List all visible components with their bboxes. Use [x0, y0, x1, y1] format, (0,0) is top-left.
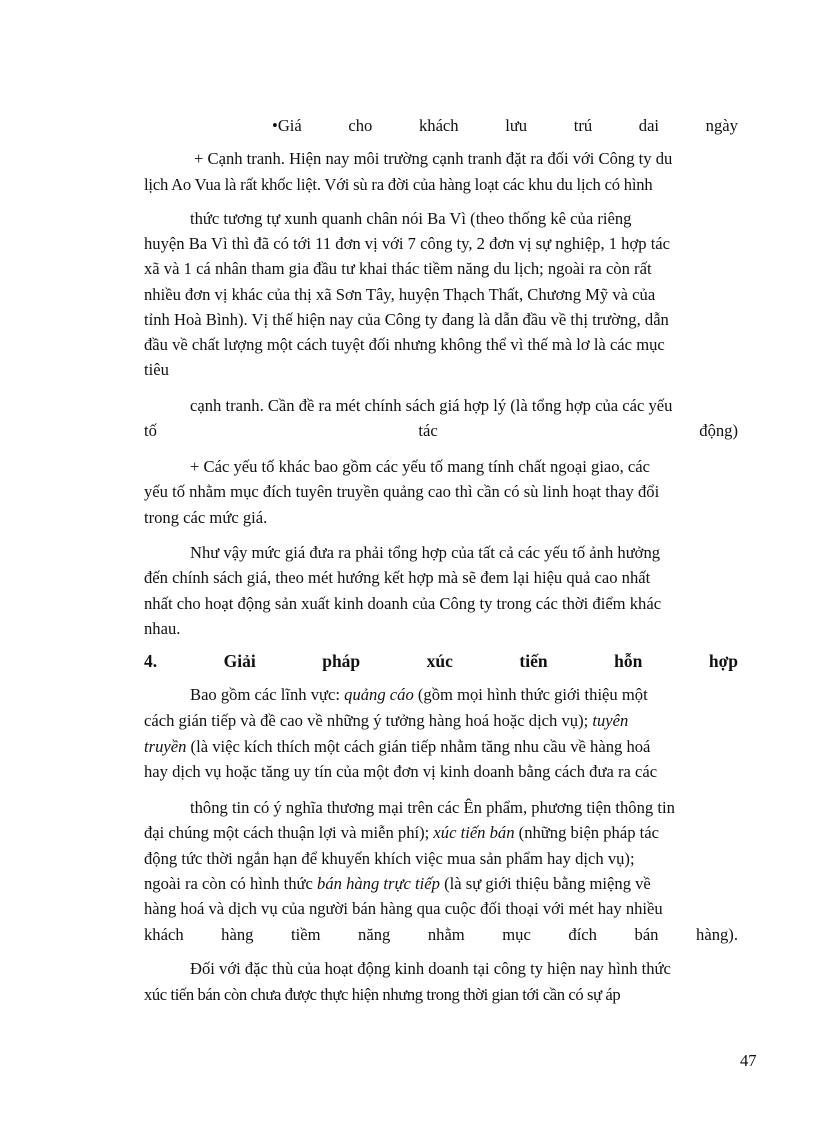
bullet-word: trú: [573, 116, 593, 135]
text-run: đại chúng một cách thuận lợi và miễn phí);: [144, 823, 434, 842]
justified-line: [144, 421, 738, 441]
word: tố: [144, 421, 157, 440]
word: năng: [358, 925, 391, 944]
text-line: Như vậy mức giá đưa ra phải tổng hợp của tất cả các yếu tố ảnh hưởng: [190, 543, 661, 562]
text-line: tiêu: [144, 360, 169, 379]
text-line: [144, 711, 628, 731]
word: đích: [568, 925, 597, 944]
text-line: đến chính sách giá, theo mét hướng kết hợp mà sẽ đem lại hiệu quả cao nhất: [144, 568, 651, 587]
text-line: thông tin có ý nghĩa thương mại trên các Ên phẩm, phương tiện thông tin: [190, 798, 675, 817]
bullet-word: khách: [418, 116, 459, 135]
text-line: đầu về chất lượng một cách tuyệt đối nhưng không thể vì thế mà lơ là các mục: [144, 335, 665, 354]
bullet-line: [272, 116, 738, 136]
justified-line: [144, 925, 738, 945]
word: tác: [418, 421, 438, 440]
word: động): [699, 421, 738, 440]
italic-term: bán hàng trực tiếp: [317, 874, 440, 893]
bullet-word: lưu: [505, 116, 528, 135]
text-line: lịch Ao Vua là rất khốc liệt. Với sù ra đời của hàng loạt các khu du lịch có hình: [144, 175, 653, 194]
text-line: thức tương tự xunh quanh chân nói Ba Vì (theo thống kê của riêng: [190, 209, 632, 228]
section-heading: [144, 651, 738, 671]
text-run: cách gián tiếp và đề cao về những ý tưởng hàng hoá hoặc dịch vụ);: [144, 711, 593, 730]
italic-term: xúc tiến bán: [433, 823, 515, 842]
bullet-word: Giá: [277, 116, 302, 135]
word: hàng: [221, 925, 254, 944]
text-line: xã và 1 cá nhân tham gia đầu tư khai thác tiềm năng du lịch; ngoài ra còn rất: [144, 259, 652, 278]
italic-term: tuyên: [592, 711, 629, 730]
text-line: [144, 823, 659, 843]
text-run: (là việc kích thích một cách gián tiếp nhằm tăng nhu cầu về hàng hoá: [186, 737, 651, 756]
text-run: (những biện pháp tác: [514, 823, 659, 842]
bullet-icon: •: [272, 116, 278, 135]
text-line: xúc tiến bán còn chưa được thực hiện nhưng trong thời gian tới cần có sự áp: [144, 985, 621, 1004]
bullet-word: cho: [348, 116, 373, 135]
heading-word: tiến: [519, 651, 548, 671]
word: hàng).: [696, 925, 738, 944]
heading-word: 4.: [144, 651, 158, 671]
heading-word: xúc: [426, 651, 453, 671]
text-line: nhất cho hoạt động sản xuất kinh doanh của Công ty trong các thời điểm khác: [144, 594, 662, 613]
text-line: [190, 685, 648, 705]
text-line: hay dịch vụ hoặc tăng uy tín của một đơn vị kinh doanh bằng cách đưa ra các: [144, 762, 658, 781]
italic-term: truyền: [144, 737, 187, 756]
text-run: Bao gồm các lĩnh vực:: [190, 685, 345, 704]
text-line: + Các yếu tố khác bao gồm các yếu tố mang tính chất ngoại giao, các: [190, 457, 650, 476]
word: mục: [502, 925, 531, 944]
text-line: huyện Ba Vì thì đã có tới 11 đơn vị với 7 công ty, 2 đơn vị sự nghiệp, 1 hợp tác: [144, 234, 671, 253]
text-run: (là sự giới thiệu bằng miệng về: [439, 874, 651, 893]
bullet-word: ngày: [705, 116, 738, 135]
text-line: động tức thời ngắn hạn để khuyến khích việc mua sản phẩm hay dịch vụ);: [144, 849, 635, 868]
word: nhằm: [427, 925, 465, 944]
text-run: ngoài ra còn có hình thức: [144, 874, 318, 893]
word: tiềm: [290, 925, 321, 944]
word: bán: [634, 925, 659, 944]
bullet-word: dai: [638, 116, 660, 135]
heading-word: pháp: [322, 651, 361, 671]
heading-word: hợp: [708, 651, 738, 671]
text-line: Đối với đặc thù của hoạt động kinh doanh tại công ty hiện nay hình thức: [190, 959, 671, 978]
heading-word: hỗn: [614, 651, 643, 671]
text-line: [144, 737, 650, 757]
italic-term: quảng cáo: [344, 685, 414, 704]
text-line: + Cạnh tranh. Hiện nay môi trường cạnh tranh đặt ra đối với Công ty du: [194, 149, 673, 168]
text-line: nhau.: [144, 619, 181, 638]
text-run: (gồm mọi hình thức giới thiệu một: [413, 685, 648, 704]
text-line: tỉnh Hoà Bình). Vị thế hiện nay của Công ty đang là dẫn đầu về thị trường, dẫn: [144, 310, 669, 329]
text-line: [144, 874, 651, 894]
text-line: trong các mức giá.: [144, 508, 268, 527]
text-line: nhiều đơn vị khác của thị xã Sơn Tây, huyện Thạch Thất, Chương Mỹ và của: [144, 285, 656, 304]
bullet-first: [272, 116, 302, 136]
word: khách: [144, 925, 184, 944]
text-line: cạnh tranh. Cần đề ra mét chính sách giá hợp lý (là tổng hợp của các yếu: [190, 396, 673, 415]
text-line: hàng hoá và dịch vụ của người bán hàng qua cuộc đối thoại với mét hay nhiều: [144, 899, 663, 918]
page-number: 47: [740, 1051, 757, 1070]
heading-word: Giải: [223, 651, 256, 671]
text-line: yếu tố nhằm mục đích tuyên truyền quảng cao thì cần có sù linh hoạt thay đổi: [144, 482, 660, 501]
